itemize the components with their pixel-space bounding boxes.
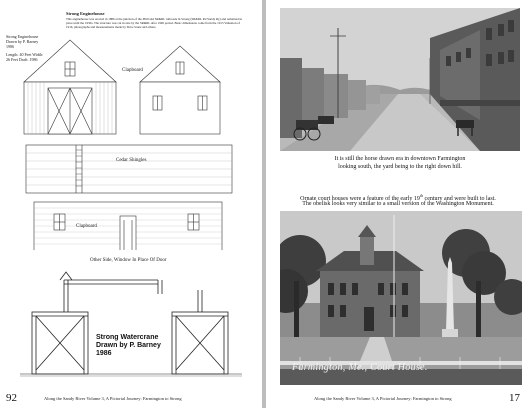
clapboard-top-label: Clapboard bbox=[122, 68, 143, 73]
watercrane-caption: Strong Watercrane Drawn by P. Barney 1986 bbox=[96, 334, 161, 357]
postcard-caption: Farmington, Me., Court House. bbox=[292, 362, 428, 373]
cedar-shingles-label: Cedar Shingles bbox=[116, 158, 147, 163]
courthouse-caption-line2: The obelisk looks very similar to a small version of the Washington Monument. bbox=[302, 201, 494, 207]
left-page-number: 92 bbox=[6, 392, 17, 404]
left-page bbox=[0, 0, 262, 408]
farmington-street-photo bbox=[280, 8, 520, 151]
clapboard-side-label: Clapboard bbox=[76, 224, 97, 229]
other-side-label: Other Side, Window In Place Of Door bbox=[90, 258, 167, 263]
left-footer: Along the Sandy River Volume 3, A Pictorial Journey: Farmington to Strong bbox=[44, 396, 182, 401]
engine-house-title: Strong Enginehouse bbox=[66, 11, 105, 16]
engine-house-text: This enginehouse was erected in 1886 at the junction of the Phill and SR&RL railroads in Strong (SR&RL Rv/Sandy Ry) and remained in place until the 1930s. The structure was cut in size by the SR&RL after 1906 period. Basic dimensions come from the 1913 Valuation of 1916, photographs and measurements made by Dave Stone and others. bbox=[66, 17, 242, 29]
watercrane-drawing bbox=[0, 262, 262, 382]
right-page bbox=[266, 0, 528, 408]
length-note: Length: 40 Feet Width: 26 Feet Draft: 1986 bbox=[6, 52, 44, 62]
engine-house-elevations bbox=[0, 0, 262, 250]
drawn-by-note: Strong Enginehouse Drawn by P. Barney 1986 bbox=[6, 34, 39, 49]
street-photo-caption-line1: It is still the horse drawn era in downtown Farmington bbox=[334, 156, 466, 162]
courthouse-postcard-photo bbox=[280, 211, 522, 385]
courthouse-caption-line1: Ornate court houses were a feature of the early 19th century and were built to last. bbox=[300, 193, 496, 202]
right-footer: Along the Sandy River Volume 3, A Pictorial Journey: Farmington to Strong bbox=[314, 396, 452, 401]
street-photo-caption-line2: looking south, the yard being to the right down hill. bbox=[338, 164, 462, 170]
right-page-number: 17 bbox=[509, 392, 520, 404]
